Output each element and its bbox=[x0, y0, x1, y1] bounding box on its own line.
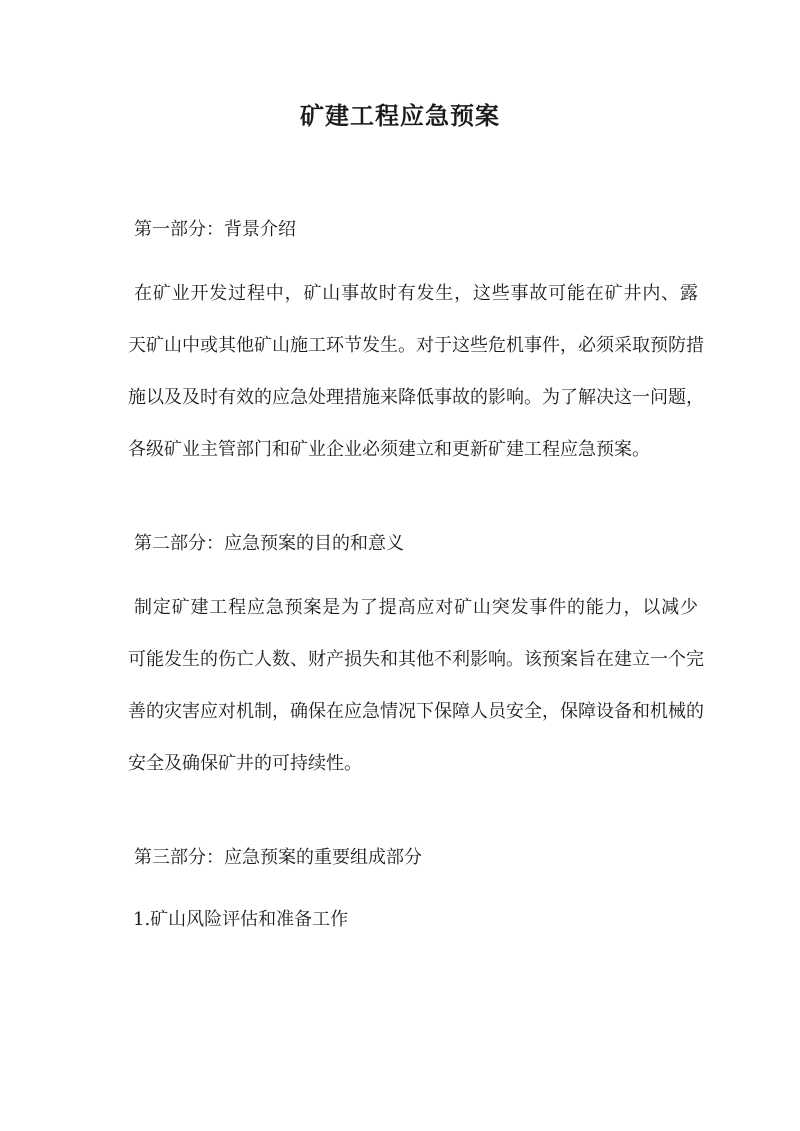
document-title: 矿建工程应急预案 bbox=[300, 101, 500, 130]
section-2-paragraph bbox=[128, 582, 704, 790]
paragraph-line: 善的灾害应对机制，确保在应急情况下保障人员安全，保障设备和机械的 bbox=[128, 701, 704, 722]
paragraph-line: 在矿业开发过程中，矿山事故时有发生，这些事故可能在矿井内、露 bbox=[134, 283, 698, 304]
subsection-1-heading: 1.矿山风险评估和准备工作 bbox=[133, 909, 349, 930]
section-1-paragraph bbox=[128, 268, 704, 476]
section-1-heading: 第一部分：背景介绍 bbox=[134, 219, 296, 240]
paragraph-line: 施以及及时有效的应急处理措施来降低事故的影响。为了解决这一问题， bbox=[128, 387, 704, 408]
paragraph-line: 制定矿建工程应急预案是为了提高应对矿山突发事件的能力，以减少 bbox=[134, 597, 698, 618]
paragraph-line: 天矿山中或其他矿山施工环节发生。对于这些危机事件，必须采取预防措 bbox=[128, 335, 704, 356]
section-3-heading: 第三部分：应急预案的重要组成部分 bbox=[134, 847, 422, 868]
section-2-heading: 第二部分：应急预案的目的和意义 bbox=[134, 533, 404, 554]
paragraph-line: 各级矿业主管部门和矿业企业必须建立和更新矿建工程应急预案。 bbox=[128, 439, 650, 460]
paragraph-line: 可能发生的伤亡人数、财产损失和其他不利影响。该预案旨在建立一个完 bbox=[128, 649, 704, 670]
paragraph-line: 安全及确保矿井的可持续性。 bbox=[128, 753, 362, 774]
